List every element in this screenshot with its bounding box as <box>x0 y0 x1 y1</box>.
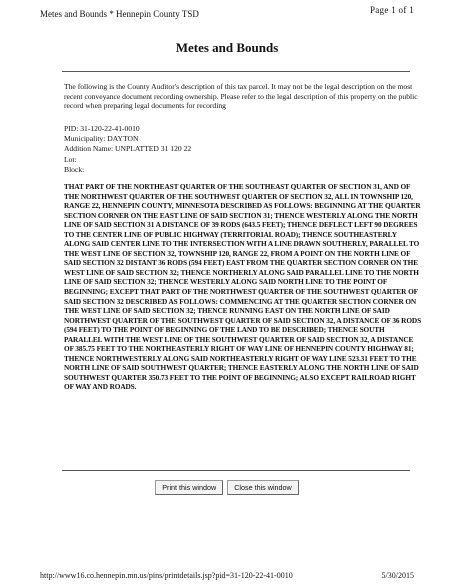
addition-name-field: Addition Name: UNPLATTED 31 120 22 <box>64 144 192 154</box>
pid-field: PID: 31-120-22-41-0010 <box>64 124 140 133</box>
print-button[interactable]: Print this window <box>155 480 223 495</box>
legal-description: THAT PART OF THE NORTHEAST QUARTER OF THE SOUTHEAST QUARTER OF SECTION 31, AND OF THE NORTHWEST QUARTER OF THE SOUTHWEST QUARTER OF SECTION 32, ALL IN TOWNSHIP 120, RANGE 22, HENNEPIN COUNTY, MINNESOTA DESCRIBED AS FOLLOWS: BEGINNING AT THE QUARTER SECTION CORNER ON THE EAST LINE OF SAID SECTION 31; THENCE WESTERLY ALONG THE NORTH LINE OF SAID SECTION 31 A DISTANCE OF 39 RODS (643.5 FEET); THENCE DEFLECT LEFT 90 DEGREES TO THE CENTER LINE OF PUBLIC HIGHWAY (TERRITORIAL ROAD); THENCE SOUTHEASTERLY ALONG SAID CENTER LINE TO THE INTERSECTION WITH A LINE DRAWN SOUTHERLY, PARALLEL TO THE WEST LINE OF SECTION 32, TOWNSHIP 120, RANGE 22, FROM A POINT ON THE NORTH LINE OF SAID SECTION 32 DISTANT 36 RODS (594 FEET) EAST FROM THE QUARTER SECTION CORNER ON THE WEST LINE OF SAID SECTION 32; THENCE NORTHERLY ALONG SAID PARALLEL LINE TO THE NORTH LINE OF SAID SECTION 32; THENCE WESTERLY ALONG SAID NORTH LINE TO THE POINT OF BEGINNING; EXCEPT THAT PART OF THE NORTHWEST QUARTER OF THE SOUTHWEST QUARTER OF SAID SECTION 32 DESCRIBED AS FOLLOWS: COMMENCING AT THE QUARTER SECTION CORNER ON THE WEST LINE OF SAID SECTION 32; THENCE RUNNING EAST ON THE NORTH LINE OF SAID NORTHWEST QUARTER OF THE SOUTHWEST QUARTER OF SAID SECTION 32, A DISTANCE OF 36 RODS (594 FEET) TO THE POINT OF BEGINNING OF THE LAND TO BE DESCRIBED; THENCE SOUTH PARALLEL WITH THE WEST LINE OF THE SOUTHWEST QUARTER OF SAID SECTION 32, A DISTANCE OF 385.75 FEET TO THE NORTHEASTERLY RIGHT OF WAY LINE OF HENNEPIN COUNTY HIGHWAY 81; THENCE NORTHWESTERLY ALONG SAID NORTHEASTERLY RIGHT OF WAY LINE 523.31 FEET TO THE NORTH LINE OF SAID SOUTHWEST QUARTER; THENCE EASTERLY ALONG THE NORTH LINE OF SAID SOUTHWEST QUARTER 350.73 FEET TO THE POINT OF BEGINNING; ALSO EXCEPT RAILROAD RIGHT OF WAY AND ROADS. <box>64 182 422 392</box>
block-field: Block: <box>64 164 85 174</box>
page-title: Metes and Bounds <box>175 40 279 55</box>
button-bar <box>0 480 454 495</box>
top-divider <box>62 71 410 72</box>
print-header-page-number: Page 1 of 1 <box>369 5 414 15</box>
print-footer-date: 5/30/2015 <box>381 571 414 580</box>
disclaimer-text: The following is the County Auditor's description of this tax parcel. It may not be the legal description on the most recent conveyance document recording ownership. Please refer to the legal description of this property on the public record when preparing legal documents for recording <box>64 82 418 110</box>
parcel-info <box>64 124 191 175</box>
municipality-field: Municipality: DAYTON <box>64 134 139 144</box>
print-header-title: Metes and Bounds * Hennepin County TSD <box>40 9 199 19</box>
print-footer-url: http://www16.co.hennepin.mn.us/pins/printdetails.jsp?pid=31-120-22-41-0010 <box>40 571 293 580</box>
lot-field: Lot: <box>64 154 77 164</box>
bottom-divider <box>62 470 410 471</box>
close-button[interactable]: Close this window <box>227 480 299 495</box>
